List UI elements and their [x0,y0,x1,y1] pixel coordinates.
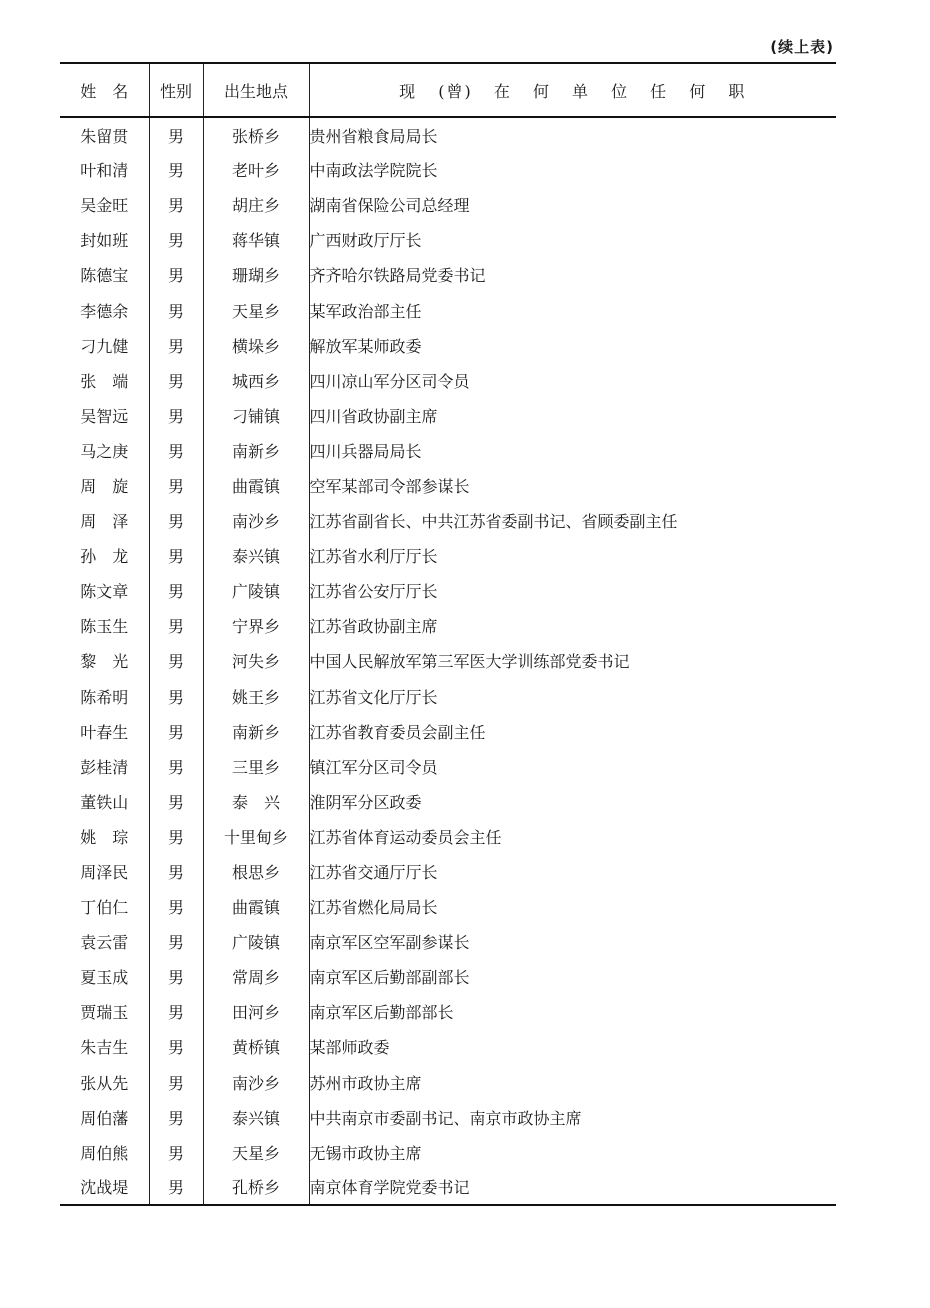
cell-sex: 男 [149,1170,203,1205]
cell-birthplace: 曲霞镇 [203,468,309,503]
cell-birthplace: 河失乡 [203,643,309,678]
cell-position: 镇江军分区司令员 [309,757,438,777]
cell-birthplace: 天星乡 [203,1135,309,1170]
cell-birthplace: 横垛乡 [203,328,309,363]
table-row [60,328,836,363]
table-row [60,924,836,959]
cell-position: 淮阴军分区政委 [309,792,422,812]
cell-name: 陈希明 [60,679,149,714]
table-row [60,854,836,889]
cell-position: 南京军区空军副参谋长 [309,933,470,953]
cell-name: 封如班 [60,222,149,257]
cell-birthplace: 胡庄乡 [203,187,309,222]
cell-birthplace: 珊瑚乡 [203,257,309,292]
cell-sex: 男 [149,117,203,152]
cell-sex: 男 [149,714,203,749]
cell-birthplace: 黄桥镇 [203,1029,309,1064]
table-row [60,152,836,187]
table-row [60,889,836,924]
cell-name: 陈文章 [60,573,149,608]
cell-sex: 男 [149,538,203,573]
cell-birthplace: 泰兴镇 [203,538,309,573]
cell-sex: 男 [149,1065,203,1100]
cell-position: 广西财政厅厅长 [309,231,422,251]
table-row [60,994,836,1029]
cell-birthplace: 常周乡 [203,959,309,994]
cell-sex: 男 [149,819,203,854]
cell-name: 周伯藩 [60,1100,149,1135]
cell-name: 彭桂清 [60,749,149,784]
cell-birthplace: 南新乡 [203,433,309,468]
table-row [60,679,836,714]
cell-position: 贵州省粮食局局长 [309,126,438,146]
cell-position: 江苏省交通厅厅长 [309,863,438,883]
cell-name: 孙 龙 [60,538,149,573]
table-header-row [60,63,836,117]
cell-name: 黎 光 [60,643,149,678]
cell-name: 陈德宝 [60,257,149,292]
cell-birthplace: 田河乡 [203,994,309,1029]
cell-sex: 男 [149,784,203,819]
cell-birthplace: 姚王乡 [203,679,309,714]
table-row [60,117,836,152]
cell-position: 南京军区后勤部部长 [309,1003,454,1023]
table-row [60,187,836,222]
table-row [60,1135,836,1170]
cell-name: 朱留贯 [60,117,149,152]
cell-sex: 男 [149,187,203,222]
cell-name: 丁伯仁 [60,889,149,924]
cell-name: 袁云雷 [60,924,149,959]
cell-name: 贾瑞玉 [60,994,149,1029]
cell-position: 湖南省保险公司总经理 [309,196,470,216]
continued-label: (续上表) [770,38,834,56]
cell-sex: 男 [149,994,203,1029]
cell-name: 马之庚 [60,433,149,468]
table-row [60,1065,836,1100]
cell-position: 齐齐哈尔铁路局党委书记 [309,266,486,286]
table-row [60,1170,836,1205]
cell-name: 张从先 [60,1065,149,1100]
header-position: 现 (曾) 在 何 单 位 任 何 职 [309,63,836,117]
cell-name: 周 泽 [60,503,149,538]
cell-birthplace: 十里甸乡 [203,819,309,854]
cell-birthplace: 老叶乡 [203,152,309,187]
cell-position: 南京体育学院党委书记 [309,1170,836,1205]
cell-name: 周泽民 [60,854,149,889]
cell-name: 叶春生 [60,714,149,749]
cell-position: 四川省政协副主席 [309,406,438,426]
cell-position: 中国人民解放军第三军医大学训练部党委书记 [309,652,630,672]
cell-name: 董铁山 [60,784,149,819]
cell-birthplace: 三里乡 [203,749,309,784]
table-row [60,643,836,678]
roster-table [60,62,836,1206]
cell-position: 中南政法学院院长 [309,161,438,181]
table-row [60,433,836,468]
cell-birthplace: 南新乡 [203,714,309,749]
table-row [60,714,836,749]
cell-sex: 男 [149,889,203,924]
cell-birthplace: 南沙乡 [203,503,309,538]
cell-position: 江苏省体育运动委员会主任 [309,827,502,847]
cell-name: 夏玉成 [60,959,149,994]
cell-name: 张 端 [60,363,149,398]
cell-name: 朱吉生 [60,1029,149,1064]
cell-sex: 男 [149,152,203,187]
table-row [60,363,836,398]
cell-position: 苏州市政协主席 [309,1073,422,1093]
cell-position: 无锡市政协主席 [309,1143,422,1163]
cell-name: 周 旋 [60,468,149,503]
table-row [60,1100,836,1135]
cell-sex: 男 [149,1029,203,1064]
cell-position: 某军政治部主任 [309,301,422,321]
cell-sex: 男 [149,257,203,292]
table-row [60,1029,836,1064]
cell-sex: 男 [149,503,203,538]
cell-name: 周伯熊 [60,1135,149,1170]
cell-position: 江苏省文化厅厅长 [309,687,438,707]
cell-sex: 男 [149,1135,203,1170]
cell-name: 沈战堤 [60,1170,149,1205]
table-row [60,292,836,327]
cell-birthplace: 蒋华镇 [203,222,309,257]
cell-sex: 男 [149,643,203,678]
cell-position: 江苏省燃化局局长 [309,898,438,918]
cell-position: 空军某部司令部参谋长 [309,476,470,496]
cell-position: 江苏省政协副主席 [309,617,438,637]
cell-sex: 男 [149,679,203,714]
cell-birthplace: 南沙乡 [203,1065,309,1100]
cell-birthplace: 宁界乡 [203,608,309,643]
cell-position: 江苏省副省长、中共江苏省委副书记、省顾委副主任 [309,512,678,532]
table-row [60,819,836,854]
cell-position: 南京军区后勤部副部长 [309,968,470,988]
table-row [60,959,836,994]
cell-sex: 男 [149,433,203,468]
cell-sex: 男 [149,222,203,257]
cell-birthplace: 泰 兴 [203,784,309,819]
header-sex: 性别 [149,63,203,117]
cell-birthplace: 广陵镇 [203,573,309,608]
cell-position: 江苏省水利厅厅长 [309,547,438,567]
cell-sex: 男 [149,328,203,363]
cell-name: 姚 琮 [60,819,149,854]
cell-position: 江苏省教育委员会副主任 [309,722,486,742]
cell-position: 中共南京市委副书记、南京市政协主席 [309,1108,582,1128]
table-row [60,573,836,608]
cell-sex: 男 [149,363,203,398]
cell-name: 刁九健 [60,328,149,363]
cell-birthplace: 天星乡 [203,292,309,327]
cell-sex: 男 [149,749,203,784]
table-row [60,538,836,573]
cell-position: 四川凉山军分区司令员 [309,371,470,391]
cell-sex: 男 [149,468,203,503]
cell-birthplace: 张桥乡 [203,117,309,152]
cell-birthplace: 刁铺镇 [203,398,309,433]
table-row [60,608,836,643]
table-body [60,117,836,1205]
cell-sex: 男 [149,608,203,643]
cell-sex: 男 [149,573,203,608]
table-row [60,257,836,292]
cell-name: 李德余 [60,292,149,327]
cell-sex: 男 [149,292,203,327]
header-birthplace: 出生地点 [203,63,309,117]
cell-position: 解放军某师政委 [309,336,422,356]
cell-name: 叶和清 [60,152,149,187]
cell-birthplace: 泰兴镇 [203,1100,309,1135]
table-row [60,468,836,503]
cell-birthplace: 根思乡 [203,854,309,889]
cell-sex: 男 [149,398,203,433]
table-row [60,784,836,819]
cell-birthplace: 孔桥乡 [203,1170,309,1205]
cell-position: 四川兵器局局长 [309,441,422,461]
cell-position: 江苏省公安厅厅长 [309,582,438,602]
cell-position: 某部师政委 [309,1038,390,1058]
cell-sex: 男 [149,1100,203,1135]
table-row [60,222,836,257]
cell-name: 吴智远 [60,398,149,433]
table-row [60,749,836,784]
cell-name: 陈玉生 [60,608,149,643]
cell-sex: 男 [149,959,203,994]
cell-birthplace: 城西乡 [203,363,309,398]
cell-sex: 男 [149,924,203,959]
cell-birthplace: 曲霞镇 [203,889,309,924]
cell-name: 吴金旺 [60,187,149,222]
table-row [60,398,836,433]
cell-birthplace: 广陵镇 [203,924,309,959]
table-row [60,503,836,538]
header-name: 姓 名 [60,63,149,117]
cell-sex: 男 [149,854,203,889]
